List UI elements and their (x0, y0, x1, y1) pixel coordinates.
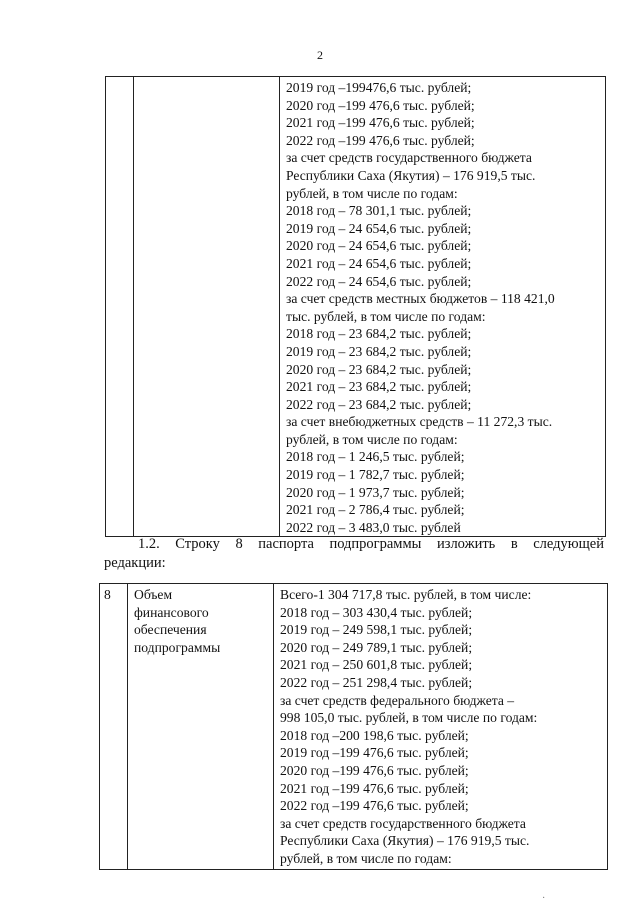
row-label-cell (134, 77, 280, 537)
text-line: подпрограммы (134, 639, 221, 655)
text-line: 2022 год – 23 684,2 тыс. рублей; (286, 396, 472, 412)
text-line: 2021 год – 24 654,6 тыс. рублей; (286, 255, 472, 271)
paragraph-line: редакции: (104, 555, 166, 571)
text-line: финансового (134, 604, 209, 620)
text-line: 2021 год –199 476,6 тыс. рублей; (286, 115, 475, 131)
text-line: рублей, в том числе по годам: (286, 431, 458, 447)
text-line: 2022 год – 251 298,4 тыс. рублей; (280, 674, 473, 690)
text-line: Объем (134, 587, 173, 602)
text-line: 2022 год –199 476,6 тыс. рублей; (286, 132, 475, 148)
text-line: за счет средств местных бюджетов – 118 421,0 (286, 291, 555, 307)
row-label-cell (128, 584, 274, 870)
text-line: 2020 год – 1 973,7 тыс. рублей; (286, 484, 465, 500)
table-row (100, 584, 608, 870)
financing-details-cell (274, 584, 608, 870)
text-line: 2019 год –199 476,6 тыс. рублей; (280, 745, 469, 761)
text-line: за счет внебюджетных средств – 11 272,3 тыс. (286, 414, 553, 430)
page-number: 2 (317, 48, 323, 62)
financing-table-continued (105, 76, 606, 537)
text-line: 2022 год – 24 654,6 тыс. рублей; (286, 273, 472, 289)
financing-details-cell (280, 77, 606, 537)
text-line: 2020 год –199 476,6 тыс. рублей; (286, 97, 475, 113)
text-line: обеспечения (134, 622, 207, 638)
table-row (106, 77, 606, 537)
text-line: рублей, в том числе по годам: (280, 850, 452, 866)
text-line: 2018 год – 1 246,5 тыс. рублей; (286, 449, 465, 465)
financing-table-new (99, 583, 608, 870)
text-line: 2021 год – 23 684,2 тыс. рублей; (286, 379, 472, 395)
text-line: 2018 год – 78 301,1 тыс. рублей; (286, 203, 472, 219)
text-line: 2022 год – 3 483,0 тыс. рублей (286, 519, 461, 535)
text-line: за счет средств государственного бюджета (286, 150, 532, 166)
text-line: 998 105,0 тыс. рублей, в том числе по годам: (280, 710, 538, 726)
scan-mark: · (542, 893, 546, 904)
text-line: 2021 год – 2 786,4 тыс. рублей; (286, 502, 465, 518)
text-line: Всего-1 304 717,8 тыс. рублей, в том числе: (280, 587, 532, 602)
row-number-cell (106, 77, 134, 537)
text-line: 2018 год – 303 430,4 тыс. рублей; (280, 604, 473, 620)
text-line: 2021 год – 250 601,8 тыс. рублей; (280, 657, 473, 673)
row-number-cell: 8 (100, 584, 128, 870)
text-line: 2019 год – 249 598,1 тыс. рублей; (280, 622, 473, 638)
text-line: за счет средств государственного бюджета (280, 815, 526, 831)
text-line: 2020 год – 23 684,2 тыс. рублей; (286, 361, 472, 377)
text-line: 2020 год – 249 789,1 тыс. рублей; (280, 639, 473, 655)
text-line: за счет средств федерального бюджета – (280, 692, 515, 708)
text-line: Республики Саха (Якутия) – 176 919,5 тыс. (286, 167, 536, 183)
text-line: 2020 год – 24 654,6 тыс. рублей; (286, 238, 472, 254)
text-line: 2019 год – 23 684,2 тыс. рублей; (286, 343, 472, 359)
text-line: 2019 год – 24 654,6 тыс. рублей; (286, 220, 472, 236)
text-line: 2018 год – 23 684,2 тыс. рублей; (286, 326, 472, 342)
text-line: 2019 год – 1 782,7 тыс. рублей; (286, 467, 465, 483)
text-line: 2018 год –200 198,6 тыс. рублей; (280, 727, 469, 743)
text-line: 2021 год –199 476,6 тыс. рублей; (280, 780, 469, 796)
text-line: тыс. рублей, в том числе по годам: (286, 308, 486, 324)
text-line: 2020 год –199 476,6 тыс. рублей; (280, 762, 469, 778)
text-line: 2019 год –199476,6 тыс. рублей; (286, 80, 472, 95)
paragraph-line: 1.2. Строку 8 паспорта подпрограммы изложить в следующей (138, 536, 604, 552)
text-line: 2022 год –199 476,6 тыс. рублей; (280, 798, 469, 814)
text-line: рублей, в том числе по годам: (286, 185, 458, 201)
amendment-paragraph (104, 535, 604, 573)
text-line: Республики Саха (Якутия) – 176 919,5 тыс. (280, 833, 530, 849)
